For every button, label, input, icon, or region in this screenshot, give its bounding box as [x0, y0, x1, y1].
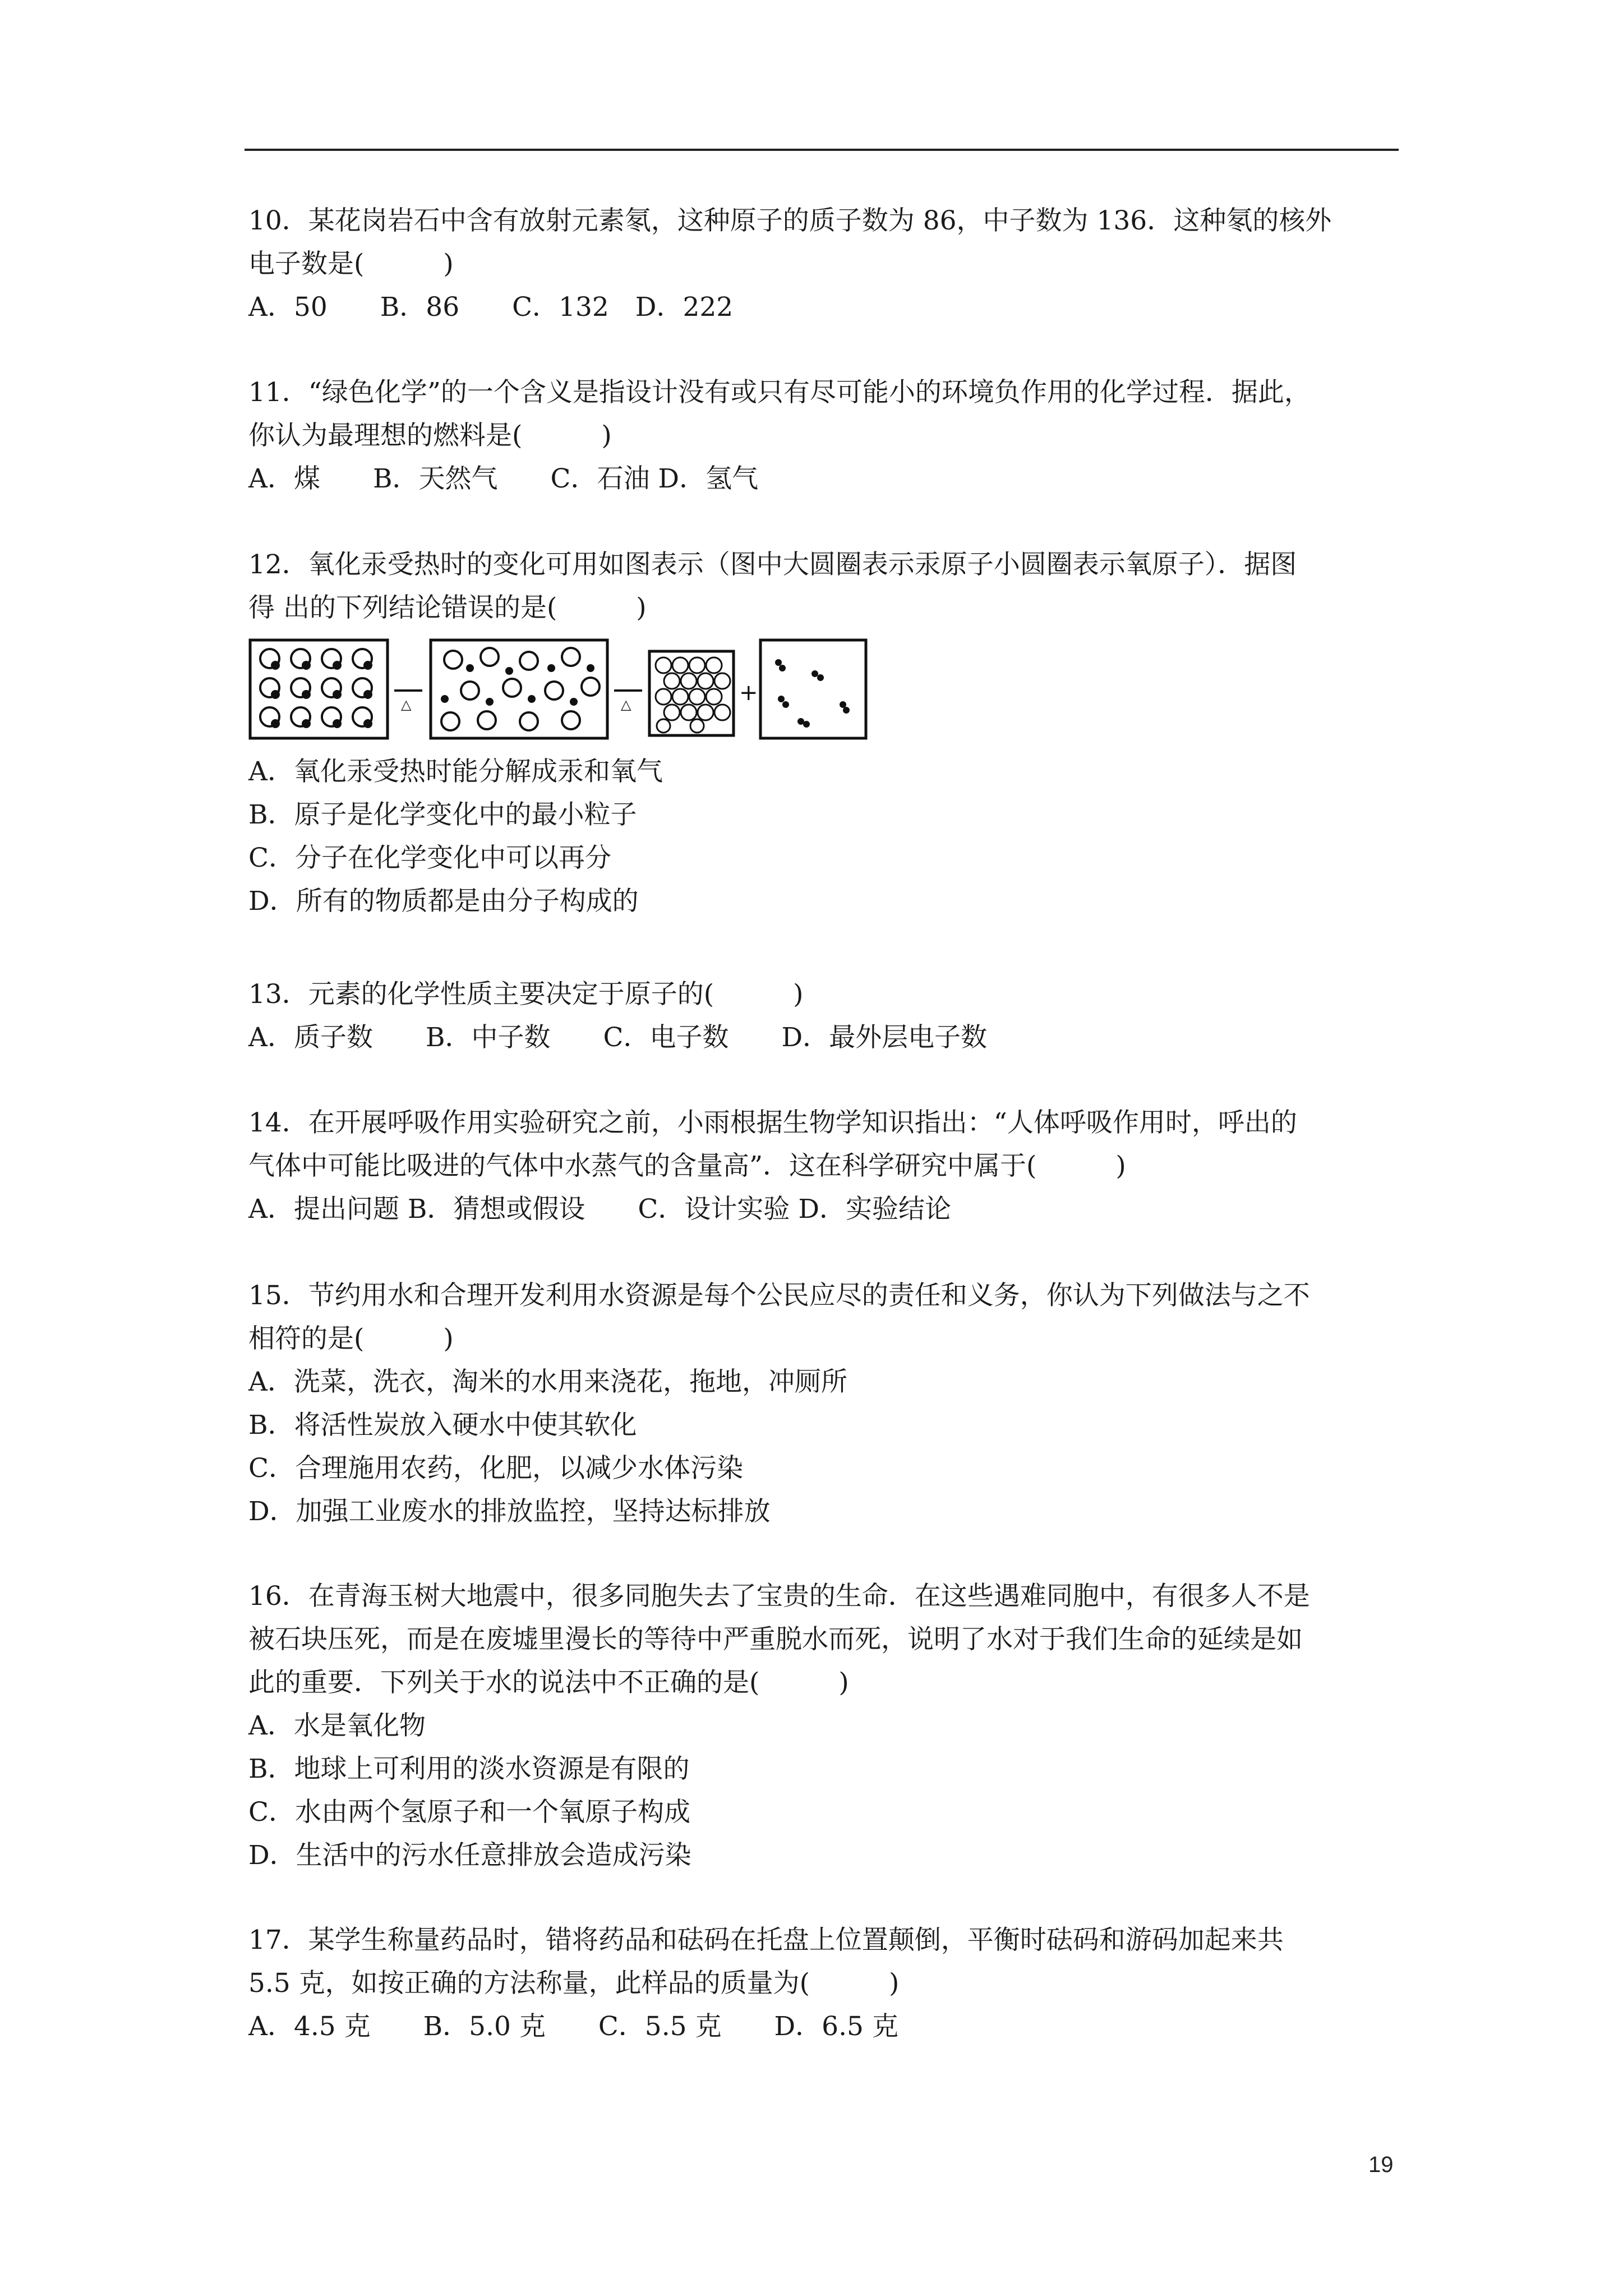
plus-symbol: +	[739, 680, 758, 706]
question-stem-line: 被石块压死，而是在废墟里漫长的等待中严重脱水而死，说明了水对于我们生命的延续是如	[248, 1624, 1303, 1655]
header-rule	[245, 149, 1399, 151]
question-stem-line: 13．元素的化学性质主要决定于原子的( )	[248, 979, 804, 1010]
answer-option: A．水是氧化物	[248, 1710, 426, 1741]
answer-options: A．4.5 克 B．5.0 克 C．5.5 克 D．6.5 克	[248, 2011, 898, 2042]
page-number: 19	[1368, 2152, 1394, 2177]
question-stem-line: 相符的是( )	[248, 1323, 454, 1354]
answer-option: B．将活性炭放入硬水中使其软化	[248, 1410, 637, 1441]
question-16	[248, 1575, 1393, 1877]
heat-symbol: △	[401, 697, 412, 712]
question-stem-line: 12．氧化汞受热时的变化可用如图表示（图中大圆圈表示汞原子小圆圈表示氧原子）．据图	[248, 549, 1297, 580]
answer-option: D．加强工业废水的排放监控，坚持达标排放	[248, 1496, 771, 1527]
answer-option: D．生活中的污水任意排放会造成污染	[248, 1840, 691, 1871]
mercury-oxide-molecules	[260, 649, 372, 727]
answer-option: D．所有的物质都是由分子构成的	[248, 886, 639, 917]
question-stem-line: 得 出的下列结论错误的是( )	[248, 592, 647, 623]
question-stem-line: 5.5 克，如按正确的方法称量，此样品的质量为( )	[248, 1968, 900, 1999]
question-stem-line: 你认为最理想的燃料是( )	[248, 420, 612, 451]
box-oxygen	[760, 640, 866, 738]
question-stem-line: 16．在青海玉树大地震中，很多同胞失去了宝贵的生命．在这些遇难同胞中，有很多人不是	[248, 1581, 1310, 1612]
answer-option: C．分子在化学变化中可以再分	[248, 843, 611, 873]
question-17	[248, 1918, 1393, 2048]
question-15	[248, 1274, 1393, 1533]
answer-options: A．煤 B．天然气 C．石油 D．氢气	[248, 463, 759, 494]
question-12	[248, 543, 1393, 629]
question-13	[248, 973, 1393, 1059]
answer-option: A．氧化汞受热时能分解成汞和氧气	[248, 756, 663, 787]
oxygen-molecules	[775, 659, 850, 728]
answer-option: C．合理施用农药，化肥，以减少水体污染	[248, 1453, 743, 1484]
question-stem-line: 15．节约用水和合理开发利用水资源是每个公民应尽的责任和义务，你认为下列做法与之不	[248, 1280, 1310, 1311]
answer-option: C．水由两个氢原子和一个氧原子构成	[248, 1797, 690, 1828]
answer-option: B．原子是化学变化中的最小粒子	[248, 799, 637, 830]
question-stem-line: 此的重要．下列关于水的说法中不正确的是( )	[248, 1667, 849, 1698]
question-stem-line: 电子数是( )	[248, 249, 454, 279]
question-stem-line: 10．某花岗岩石中含有放射元素氡，这种原子的质子数为 86，中子数为 136．这种氡的核外	[248, 205, 1332, 236]
heat-symbol: △	[621, 697, 631, 712]
question-stem-line: 11．“绿色化学”的一个含义是指设计没有或只有尽可能小的环境负作用的化学过程．据此，	[248, 377, 1311, 408]
question-11	[248, 371, 1393, 500]
question-14	[248, 1101, 1393, 1231]
answer-options: A．质子数 B．中子数 C．电子数 D．最外层电子数	[248, 1022, 988, 1053]
mercury-atoms	[656, 657, 730, 733]
question-stem-line: 气体中可能比吸进的气体中水蒸气的含量高”．这在科学研究中属于( )	[248, 1151, 1126, 1181]
question-stem-line: 17．某学生称量药品时，错将药品和砝码在托盘上位置颠倒，平衡时砝码和游码加起来共	[248, 1925, 1284, 1955]
answer-options: A．50 B．86 C．132 D．222	[248, 292, 734, 323]
separated-atoms	[441, 648, 600, 730]
question-12-options	[248, 750, 1393, 923]
mercury-oxide-decomposition-diagram	[248, 637, 888, 747]
answer-options: A．提出问题 B．猜想或假设 C．设计实验 D．实验结论	[248, 1194, 952, 1225]
answer-option: B．地球上可利用的淡水资源是有限的	[248, 1754, 690, 1784]
question-stem-line: 14．在开展呼吸作用实验研究之前，小雨根据生物学知识指出：“人体呼吸作用时，呼出的	[248, 1107, 1297, 1138]
answer-option: A．洗菜，洗衣，淘米的水用来浇花，拖地，冲厕所	[248, 1366, 847, 1397]
question-10	[248, 199, 1393, 329]
